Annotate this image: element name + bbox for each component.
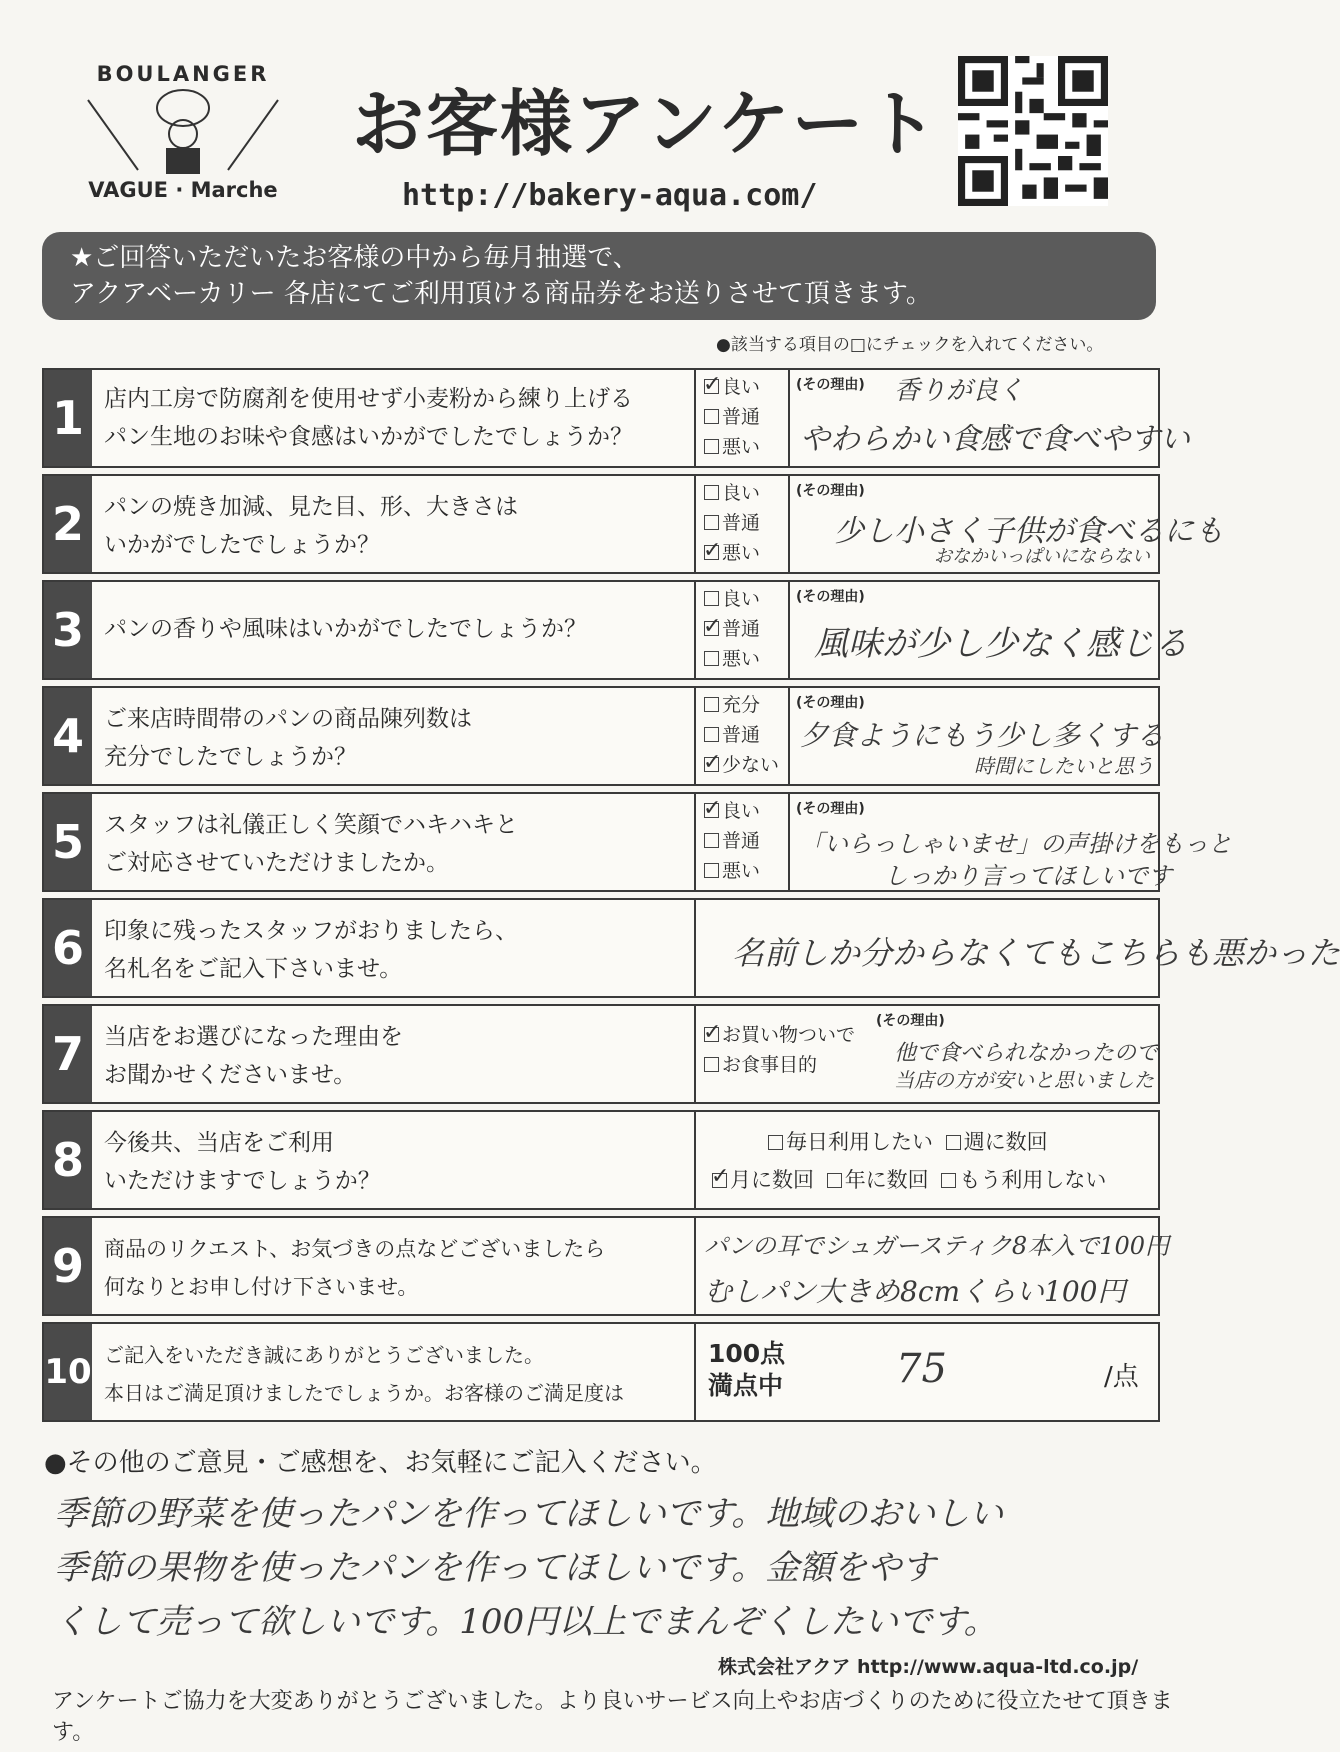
option-normal[interactable]: 普通 <box>704 826 760 856</box>
quantity-options <box>704 690 779 780</box>
handwritten-answer: おなかいっぱいにならない <box>934 546 1150 567</box>
bakery-logo <box>78 40 288 210</box>
lottery-banner <box>42 232 1156 320</box>
option-good[interactable]: 良い <box>704 478 760 508</box>
question-row-4 <box>42 686 1165 786</box>
question-row-2 <box>42 474 1224 574</box>
reason-label: (その理由) <box>796 377 865 393</box>
option-normal[interactable]: 普通 <box>704 402 760 432</box>
handwritten-answer: むしパン大きめ8cmくらい100円 <box>704 1275 1126 1308</box>
reason-label: (その理由) <box>796 589 865 605</box>
option-monthly[interactable]: ✓月に数回 <box>712 1168 814 1192</box>
checkbox[interactable] <box>704 727 719 742</box>
handwritten-answer: 当店の方が安いと思いました <box>894 1068 1154 1092</box>
score-unit: /点 <box>1104 1362 1139 1392</box>
question-text: 当店をお選びになった理由を お聞かせくださいませ。 <box>104 1024 403 1088</box>
option-normal[interactable]: ✓普通 <box>704 614 760 644</box>
checkbox[interactable] <box>704 697 719 712</box>
handwritten-answer: 夕食ようにもう少し多くする <box>800 719 1165 752</box>
rating-options <box>704 796 760 886</box>
question-text: パンの香りや風味はいかがでしたでしょうか？ <box>104 616 587 642</box>
option-good[interactable]: 良い <box>704 584 760 614</box>
question-text: 印象に残ったスタッフがおりましたら、 名札名をご記入下さいませ。 <box>104 918 518 982</box>
option-few[interactable]: ✓少ない <box>704 750 779 780</box>
checkbox[interactable] <box>946 1135 961 1150</box>
checkbox[interactable] <box>704 439 719 454</box>
reason-label: (その理由) <box>796 483 865 499</box>
reason-label: (その理由) <box>876 1013 945 1029</box>
option-bad[interactable]: 悪い <box>704 432 760 462</box>
checkbox-checked[interactable] <box>704 803 719 818</box>
checkbox[interactable] <box>941 1173 956 1188</box>
checkbox-checked[interactable] <box>704 545 719 560</box>
banner-line-1: ★ご回答いただいたお客様の中から毎月抽選で、 <box>70 243 639 273</box>
checkbox[interactable] <box>704 485 719 500</box>
handwritten-answer: やわらかい食感で食べやすい <box>800 422 1190 457</box>
checkbox[interactable] <box>704 651 719 666</box>
rating-options <box>704 372 760 462</box>
checkbox[interactable] <box>704 863 719 878</box>
option-normal[interactable]: 普通 <box>704 508 760 538</box>
question-row-6 <box>42 898 1340 998</box>
rating-options <box>704 478 760 568</box>
question-number: 8 <box>44 1112 92 1208</box>
question-number: 4 <box>44 688 92 784</box>
option-sufficient[interactable]: 充分 <box>704 690 779 720</box>
handwritten-answer: パンの耳でシュガースティク8本入で100円 <box>704 1232 1169 1260</box>
reason-label: (その理由) <box>796 695 865 711</box>
checkbox[interactable] <box>704 833 719 848</box>
handwritten-answer: 他で食べられなかったので <box>894 1041 1159 1066</box>
option-good[interactable]: ✓良い <box>704 372 760 402</box>
checkbox[interactable] <box>704 591 719 606</box>
reason-options <box>704 1020 855 1080</box>
handwritten-answer: 香りが良く <box>894 376 1025 406</box>
handwritten-answer: 少し小さく子供が食べるにも <box>834 514 1224 549</box>
checkbox[interactable] <box>704 515 719 530</box>
frequency-options-row-1 <box>768 1126 1054 1156</box>
company-info: 株式会社アクア http://www.aqua-ltd.co.jp/ <box>718 1656 1139 1678</box>
comment-line: 季節の野菜を使ったパンを作ってほしいです。地域のおいしい <box>54 1494 1004 1534</box>
question-row-1 <box>42 368 1190 468</box>
question-number: 3 <box>44 582 92 678</box>
question-number: 5 <box>44 794 92 890</box>
checkbox-checked[interactable] <box>704 621 719 636</box>
option-daily[interactable]: 毎日利用したい <box>768 1130 933 1154</box>
option-dining[interactable]: お食事目的 <box>704 1050 855 1080</box>
question-text: ご来店時間帯のパンの商品陳列数は 充分でしたでしょうか？ <box>104 706 472 770</box>
question-text: 店内工房で防腐剤を使用せず小麦粉から練り上げる パン生地のお味や食感はいかがでしたでしょうか？ <box>104 386 633 450</box>
qr-code-icon <box>958 56 1108 206</box>
option-normal[interactable]: 普通 <box>704 720 779 750</box>
reason-label: (その理由) <box>796 801 865 817</box>
question-text: 今後共、当店をご利用 いただけますでしょうか？ <box>104 1130 381 1194</box>
logo-top-text: BOULANGER <box>96 62 270 86</box>
question-row-10 <box>42 1322 1160 1422</box>
footer-thanks: アンケートご協力を大変ありがとうございました。より良いサービス向上やお店づくりのために役立たせて頂きます。 <box>52 1689 1173 1745</box>
checkbox-checked[interactable] <box>704 1027 719 1042</box>
question-text: パンの焼き加減、見た目、形、大きさは いかがでしたでしょうか？ <box>104 494 518 558</box>
score-value[interactable]: 75 <box>896 1346 947 1392</box>
question-number: 1 <box>44 370 92 466</box>
question-text: ご記入をいただき誠にありがとうございました。 本日はご満足頂けましたでしょうか。お客様のご満足度は <box>104 1343 624 1405</box>
checkbox-checked[interactable] <box>704 379 719 394</box>
checkbox[interactable] <box>704 409 719 424</box>
question-number: 7 <box>44 1006 92 1102</box>
checkbox-checked[interactable] <box>704 757 719 772</box>
comment-line: 季節の果物を使ったパンを作ってほしいです。金額をやす <box>54 1548 936 1588</box>
option-yearly[interactable]: 年に数回 <box>827 1168 929 1192</box>
question-text: スタッフは礼儀正しく笑顔でハキハキと ご対応させていただけましたか。 <box>104 812 518 876</box>
handwritten-answer: 風味が少し少なく感じる <box>814 624 1188 664</box>
question-row-7 <box>42 1004 1160 1104</box>
checkbox-checked[interactable] <box>712 1173 727 1188</box>
frequency-options-row-2 <box>712 1164 1112 1194</box>
option-weekly[interactable]: 週に数回 <box>946 1130 1048 1154</box>
option-bad[interactable]: 悪い <box>704 644 760 674</box>
comment-line: くして売って欲しいです。100円以上でまんぞくしたいです。 <box>54 1602 998 1642</box>
option-never[interactable]: もう利用しない <box>941 1168 1106 1192</box>
handwritten-answer: 「いらっしゃいませ」の声掛けをもっと <box>800 830 1232 858</box>
checkbox[interactable] <box>827 1173 842 1188</box>
handwritten-answer: 時間にしたいと思う <box>974 754 1154 778</box>
question-row-3 <box>42 580 1188 680</box>
option-bad[interactable]: ✓悪い <box>704 538 760 568</box>
handwritten-answer: 名前しか分からなくてもこちらも悪かった <box>732 934 1340 972</box>
question-row-5 <box>42 792 1232 892</box>
question-number: 6 <box>44 900 92 996</box>
checkbox[interactable] <box>704 1057 719 1072</box>
question-row-8 <box>42 1110 1160 1210</box>
rating-options <box>704 584 760 674</box>
option-good[interactable]: ✓良い <box>704 796 760 826</box>
page-title: お客様アンケート <box>352 82 940 166</box>
question-number: 10 <box>44 1324 92 1420</box>
option-shopping[interactable]: ✓お買い物ついで <box>704 1020 855 1050</box>
score-label: 100点 満点中 <box>708 1339 786 1400</box>
checkbox[interactable] <box>768 1135 783 1150</box>
question-row-9 <box>42 1216 1169 1316</box>
question-number: 2 <box>44 476 92 572</box>
question-text: 商品のリクエスト、お気づきの点などございましたら 何なりとお申し付け下さいませ。 <box>104 1237 606 1299</box>
handwritten-answer: しっかり言ってほしいです <box>884 862 1172 890</box>
logo-bottom-text: VAGUE · Marche <box>88 178 278 202</box>
question-number: 9 <box>44 1218 92 1314</box>
banner-line-2: アクアベーカリー 各店にてご利用頂ける商品券をお送りさせて頂きます。 <box>70 279 932 309</box>
check-instruction: ●該当する項目の□にチェックを入れてください。 <box>716 335 1104 355</box>
chef-icon <box>78 50 288 180</box>
option-bad[interactable]: 悪い <box>704 856 760 886</box>
website-url[interactable]: http://bakery-aqua.com/ <box>402 178 818 213</box>
comments-heading: ●その他のご意見・ご感想を、お気軽にご記入ください。 <box>44 1448 717 1478</box>
